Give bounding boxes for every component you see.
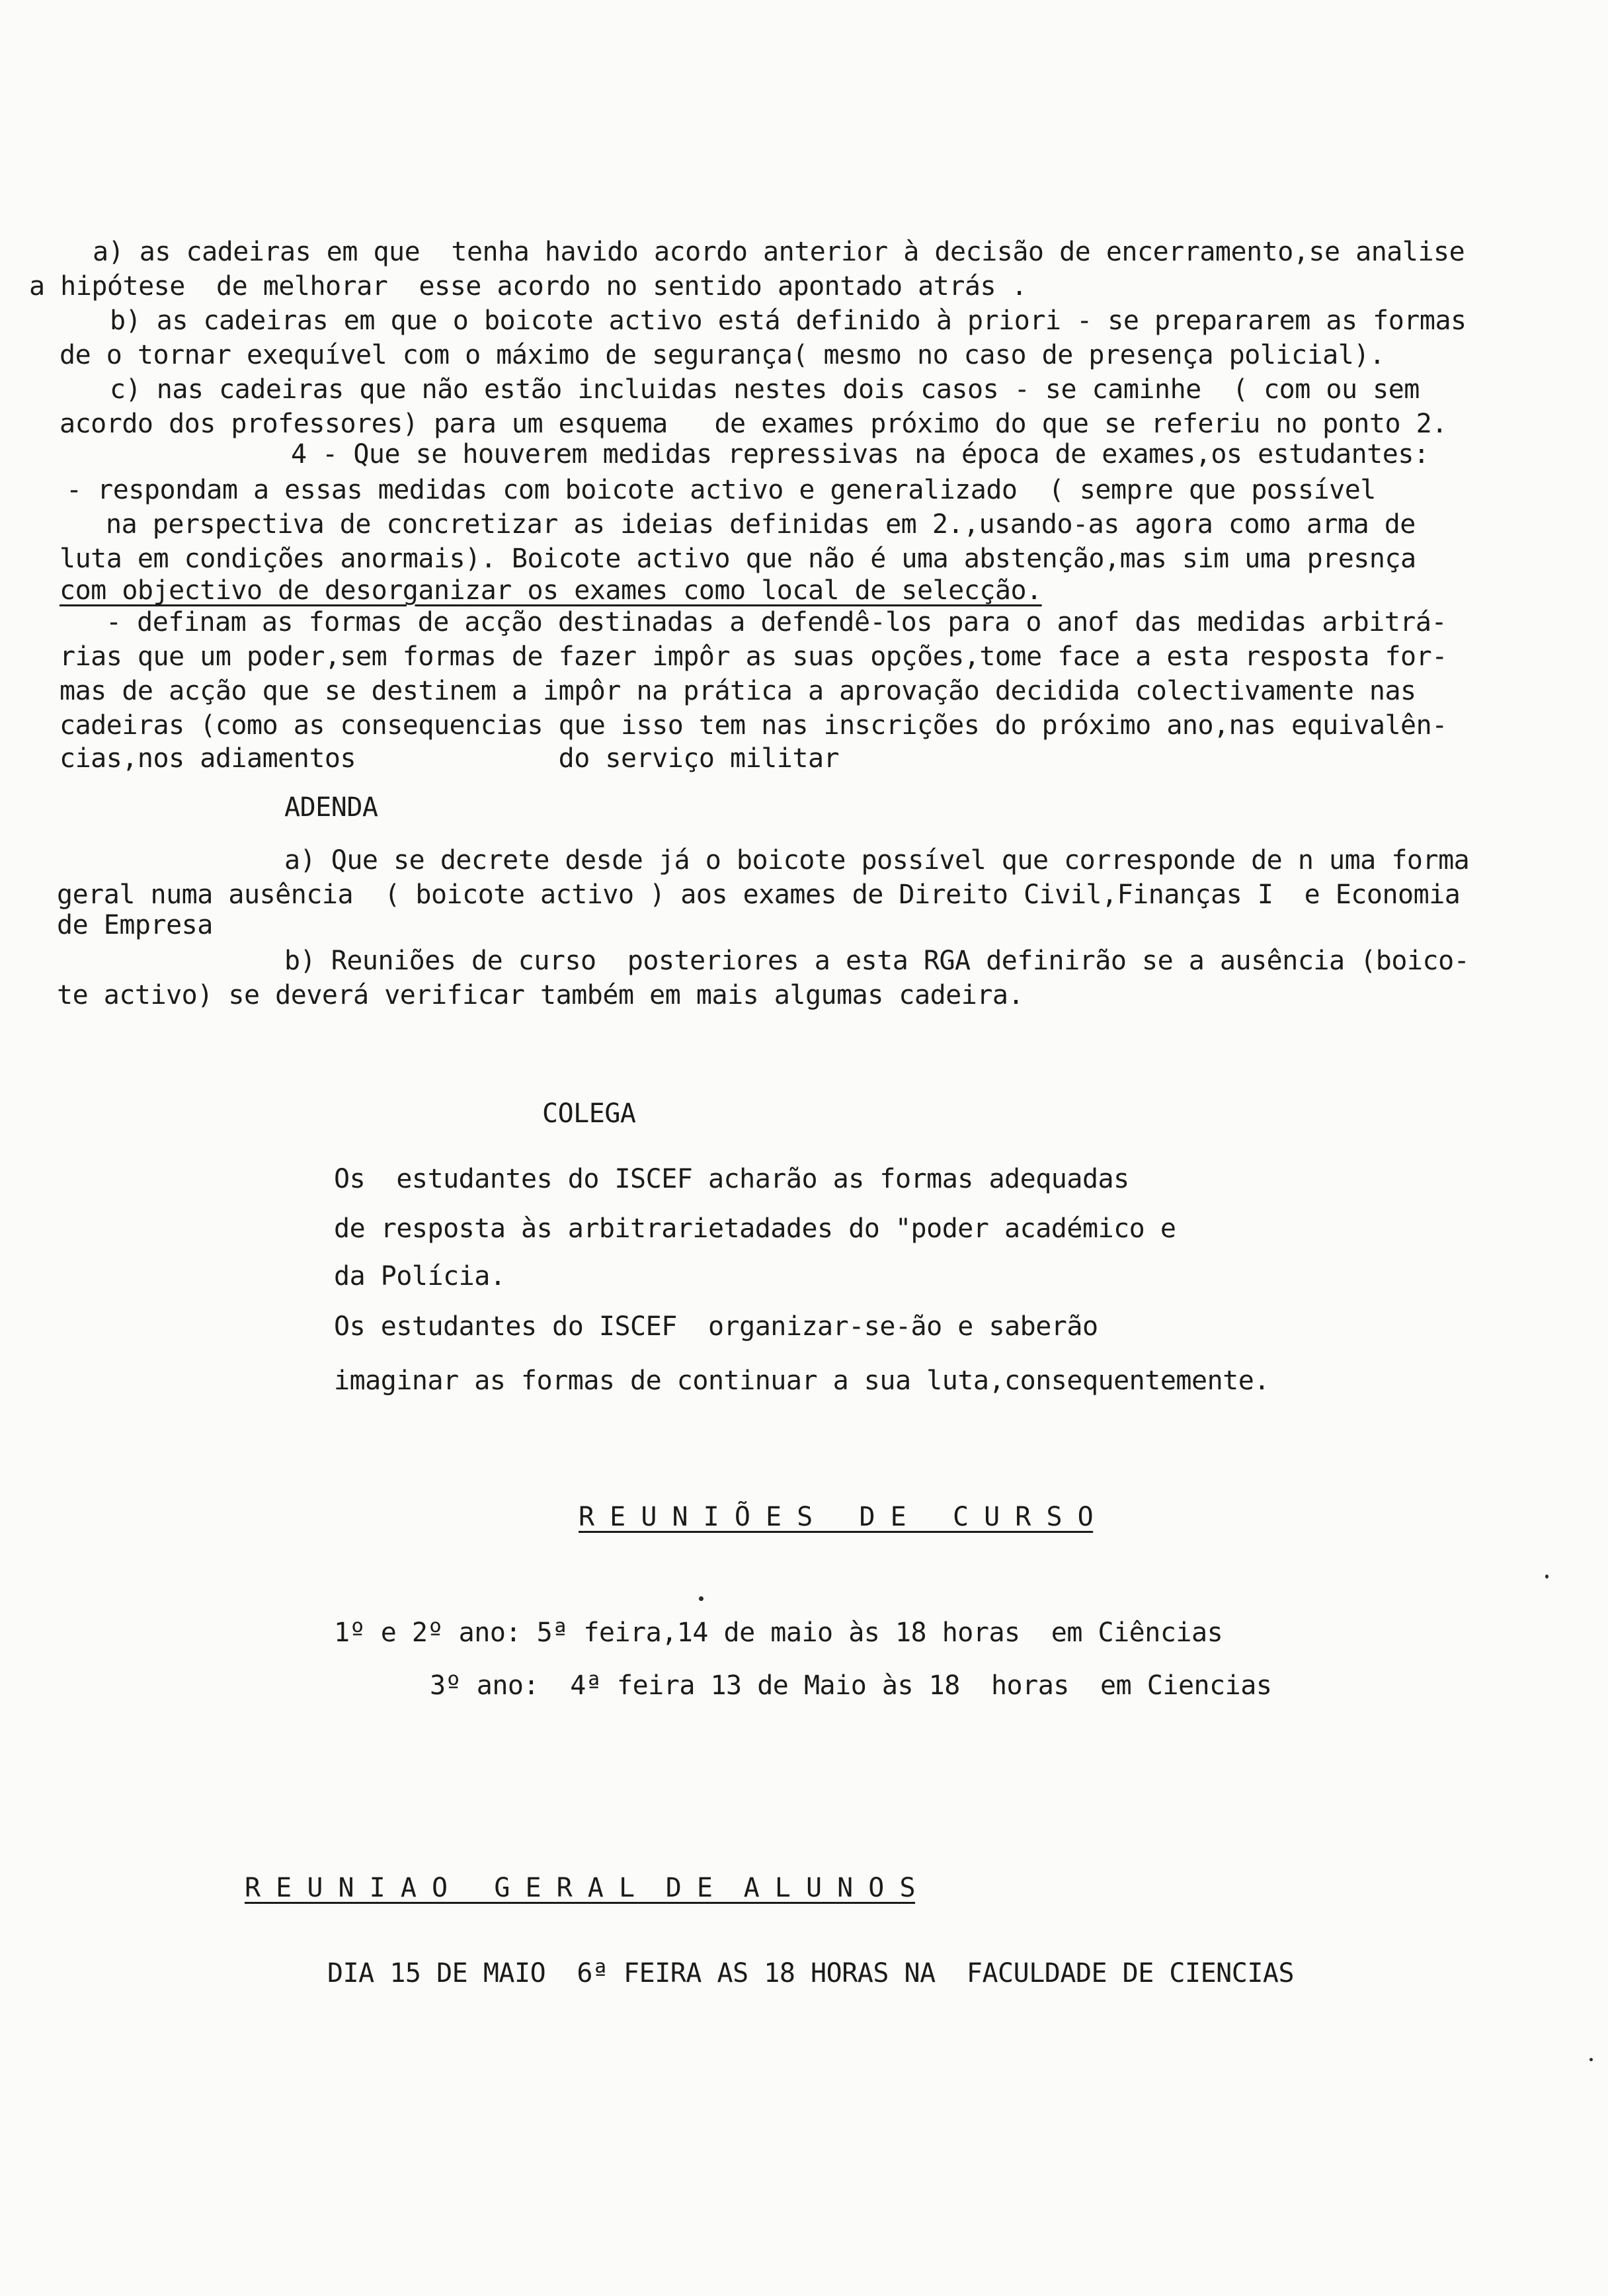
addenda-line: geral numa ausência ( boicote activo ) aos exames de Direito Civil,Finanças I e Economia bbox=[57, 880, 1461, 910]
colega-line: de resposta às arbitrarietadades do "poder académico e bbox=[334, 1213, 1176, 1244]
rga-line: DIA 15 DE MAIO 6ª FEIRA AS 18 HORAS NA FACULDADE DE CIENCIAS bbox=[327, 1958, 1295, 1988]
body-line: luta em condições anormais). Boicote activo que não é uma abstenção,mas sim uma presnça bbox=[60, 544, 1416, 574]
addenda-line: b) Reuniões de curso posteriores a esta RGA definirão se a ausência (boico- bbox=[284, 946, 1470, 976]
ink-dot bbox=[699, 1596, 704, 1601]
body-line: a) as cadeiras em que tenha havido acordo anterior à decisão de encerramento,se analise bbox=[93, 237, 1465, 267]
body-line: na perspectiva de concretizar as ideias definidas em 2.,usando-as agora como arma de bbox=[106, 509, 1416, 540]
body-line: de o tornar exequível com o máximo de segurança( mesmo no caso de presença policial). bbox=[60, 340, 1385, 370]
colega-line: Os estudantes do ISCEF acharão as formas adequadas bbox=[334, 1164, 1129, 1194]
addenda-line: te activo) se deverá verificar também em mais algumas cadeira. bbox=[57, 980, 1024, 1010]
body-line: mas de acção que se destinem a impôr na prática a aprovação decidida colectivamente nas bbox=[60, 676, 1416, 706]
reunioes-line: 1º e 2º ano: 5ª feira,14 de maio às 18 horas em Ciências bbox=[334, 1618, 1223, 1648]
ink-dot bbox=[1545, 1575, 1548, 1578]
addenda-line: de Empresa bbox=[57, 910, 213, 940]
body-line: a hipótese de melhorar esse acordo no sentido apontado atrás . bbox=[29, 271, 1027, 302]
body-line: rias que um poder,sem formas de fazer impôr as suas opções,tome face a esta resposta for- bbox=[60, 641, 1447, 672]
body-line: cias,nos adiamentos do serviço militar bbox=[60, 743, 840, 774]
addenda-title: ADENDA bbox=[284, 792, 378, 823]
colega-title: COLEGA bbox=[542, 1098, 636, 1129]
addenda-line: a) Que se decrete desde já o boicote possível que corresponde de n uma forma bbox=[284, 845, 1470, 876]
colega-line: da Polícia. bbox=[334, 1261, 506, 1292]
body-line: cadeiras (como as consequencias que isso tem nas inscrições do próximo ano,nas equivalên- bbox=[60, 710, 1447, 741]
reunioes-title: R E U N I Õ E S D E C U R S O bbox=[579, 1502, 1094, 1532]
body-line: 4 - Que se houverem medidas repressivas na época de exames,os estudantes: bbox=[291, 439, 1429, 470]
body-line: b) as cadeiras em que o boicote activo está definido à priori - se prepararem as formas bbox=[110, 306, 1467, 336]
body-line: acordo dos professores) para um esquema de exames próximo do que se referiu no ponto 2. bbox=[60, 409, 1447, 439]
colega-line: imaginar as formas de continuar a sua luta,consequentemente. bbox=[334, 1366, 1269, 1396]
colega-line: Os estudantes do ISCEF organizar-se-ão e saberão bbox=[334, 1311, 1098, 1342]
body-line: c) nas cadeiras que não estão incluidas nestes dois casos - se caminhe ( com ou sem bbox=[110, 374, 1420, 405]
body-line-underlined: com objectivo de desorganizar os exames como local de selecção. bbox=[60, 575, 1042, 606]
rga-title: R E U N I A O G E R A L D E A L U N O S bbox=[245, 1873, 916, 1903]
body-line: - definam as formas de acção destinadas a defendê-los para o anof das medidas arbitrá- bbox=[106, 607, 1447, 637]
ink-dot bbox=[1589, 2058, 1593, 2061]
reunioes-line: 3º ano: 4ª feira 13 de Maio às 18 horas em Ciencias bbox=[430, 1670, 1272, 1701]
body-line: - respondam a essas medidas com boicote activo e generalizado ( sempre que possível bbox=[66, 475, 1376, 505]
